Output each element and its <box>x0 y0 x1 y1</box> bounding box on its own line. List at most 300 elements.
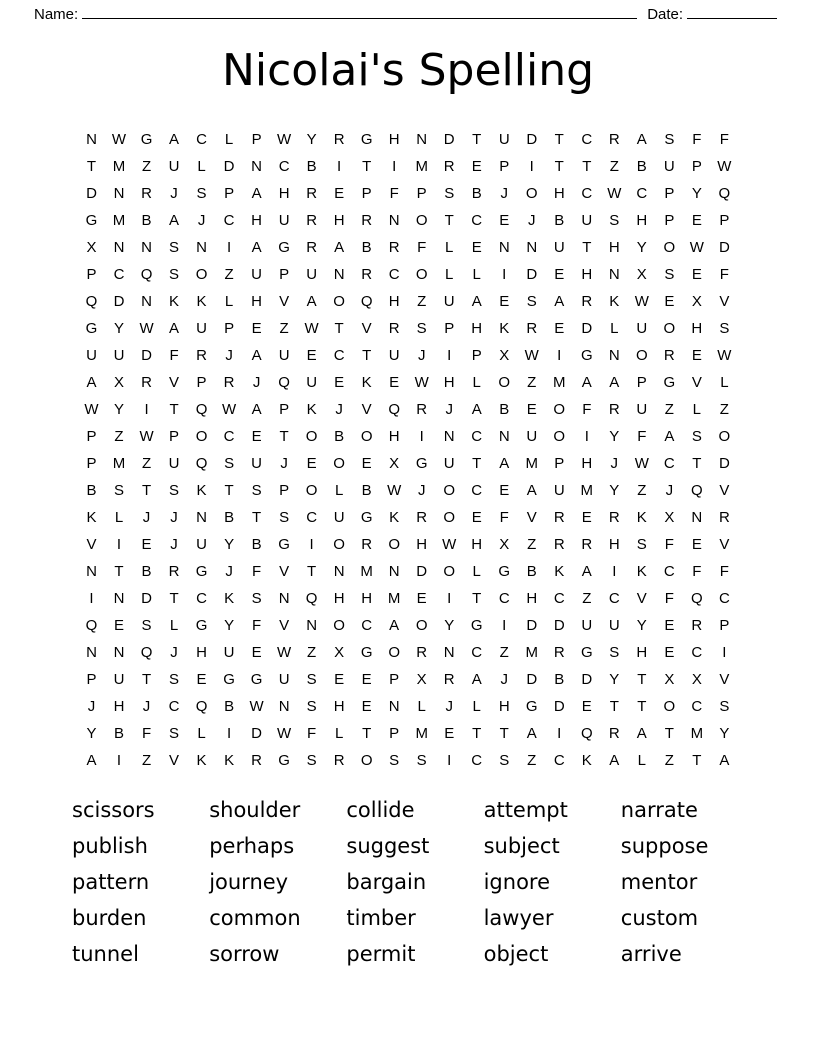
grid-cell[interactable]: O <box>360 428 373 445</box>
grid-cell[interactable]: C <box>718 590 730 607</box>
grid-cell[interactable]: E <box>114 617 125 634</box>
grid-cell[interactable]: T <box>692 455 702 472</box>
grid-cell[interactable]: A <box>636 725 647 742</box>
grid-cell[interactable]: T <box>86 158 97 175</box>
grid-cell[interactable]: A <box>526 725 537 742</box>
grid-cell[interactable]: W <box>689 239 704 256</box>
grid-cell[interactable]: G <box>250 671 263 688</box>
grid-cell[interactable]: T <box>114 563 124 580</box>
grid-cell[interactable]: N <box>498 239 510 256</box>
grid-cell[interactable]: I <box>309 536 314 553</box>
grid-cell[interactable]: T <box>637 671 647 688</box>
grid-cell[interactable]: S <box>169 482 180 499</box>
grid-cell[interactable]: L <box>472 563 481 580</box>
grid-cell[interactable]: S <box>251 482 262 499</box>
grid-cell[interactable]: U <box>553 482 565 499</box>
grid-cell[interactable]: P <box>224 320 235 337</box>
grid-cell[interactable]: I <box>502 617 507 634</box>
grid-cell[interactable]: B <box>224 698 235 715</box>
grid-cell[interactable]: N <box>141 239 152 256</box>
grid-cell[interactable]: V <box>719 536 730 553</box>
grid-cell[interactable]: O <box>305 428 318 445</box>
grid-cell[interactable]: D <box>526 617 538 634</box>
grid-cell[interactable]: C <box>223 428 235 445</box>
grid-cell[interactable]: F <box>692 131 702 148</box>
grid-cell[interactable]: K <box>389 509 400 526</box>
grid-cell[interactable]: J <box>87 698 96 715</box>
grid-cell[interactable]: O <box>388 644 400 661</box>
grid-cell[interactable]: E <box>581 698 592 715</box>
grid-cell[interactable]: J <box>528 212 536 229</box>
grid-cell[interactable]: I <box>419 428 424 445</box>
grid-cell[interactable]: H <box>443 374 455 391</box>
grid-cell[interactable]: I <box>447 590 452 607</box>
grid-cell[interactable]: P <box>279 401 290 418</box>
grid-cell[interactable]: L <box>417 698 426 715</box>
grid-cell[interactable]: R <box>443 158 455 175</box>
grid-cell[interactable]: S <box>416 320 427 337</box>
grid-cell[interactable]: B <box>114 725 125 742</box>
grid-cell[interactable]: C <box>471 212 483 229</box>
grid-cell[interactable]: N <box>113 185 125 202</box>
grid-cell[interactable]: K <box>224 752 235 769</box>
grid-cell[interactable]: G <box>663 374 676 391</box>
grid-cell[interactable]: G <box>470 617 483 634</box>
grid-cell[interactable]: R <box>553 509 565 526</box>
grid-cell[interactable]: T <box>554 131 564 148</box>
grid-cell[interactable]: G <box>140 131 153 148</box>
grid-cell[interactable]: Q <box>195 698 208 715</box>
grid-cell[interactable]: N <box>333 563 345 580</box>
grid-cell[interactable]: X <box>86 239 97 256</box>
grid-cell[interactable]: F <box>499 509 509 526</box>
grid-cell[interactable]: N <box>86 563 97 580</box>
grid-cell[interactable]: V <box>279 617 290 634</box>
grid-cell[interactable]: N <box>278 590 290 607</box>
grid-cell[interactable]: Q <box>691 482 703 499</box>
grid-cell[interactable]: N <box>113 590 125 607</box>
grid-cell[interactable]: Y <box>114 401 125 418</box>
grid-cell[interactable]: O <box>333 617 345 634</box>
grid-cell[interactable]: X <box>334 644 345 661</box>
grid-cell[interactable]: F <box>719 266 729 283</box>
grid-cell[interactable]: U <box>333 509 345 526</box>
grid-cell[interactable]: D <box>443 131 455 148</box>
grid-cell[interactable]: R <box>608 131 620 148</box>
grid-cell[interactable]: D <box>718 239 730 256</box>
grid-cell[interactable]: U <box>86 347 97 364</box>
grid-cell[interactable]: S <box>691 428 702 445</box>
grid-cell[interactable]: G <box>360 644 373 661</box>
grid-cell[interactable]: C <box>553 752 565 769</box>
grid-cell[interactable]: E <box>691 266 702 283</box>
grid-cell[interactable]: J <box>445 401 453 418</box>
grid-cell[interactable]: S <box>526 293 537 310</box>
grid-cell[interactable]: I <box>557 725 562 742</box>
grid-cell[interactable]: J <box>170 509 178 526</box>
grid-cell[interactable]: U <box>113 671 125 688</box>
grid-cell[interactable]: P <box>416 185 427 202</box>
grid-cell[interactable]: U <box>306 266 318 283</box>
grid-cell[interactable]: A <box>169 131 180 148</box>
grid-cell[interactable]: D <box>718 455 730 472</box>
grid-cell[interactable]: R <box>306 185 318 202</box>
grid-cell[interactable]: N <box>306 617 318 634</box>
grid-cell[interactable]: T <box>692 752 702 769</box>
grid-cell[interactable]: K <box>86 509 97 526</box>
grid-cell[interactable]: Y <box>224 617 235 634</box>
grid-cell[interactable]: L <box>334 482 344 499</box>
grid-cell[interactable]: T <box>499 725 509 742</box>
grid-cell[interactable]: O <box>443 509 456 526</box>
grid-cell[interactable]: E <box>664 293 675 310</box>
grid-cell[interactable]: N <box>608 347 620 364</box>
grid-cell[interactable]: P <box>499 158 510 175</box>
grid-cell[interactable]: H <box>498 698 510 715</box>
grid-cell[interactable]: U <box>663 158 675 175</box>
name-input-line[interactable] <box>82 6 637 19</box>
word-search-grid[interactable] <box>78 126 738 774</box>
grid-cell[interactable]: U <box>581 617 593 634</box>
grid-cell[interactable]: S <box>609 644 620 661</box>
grid-cell[interactable]: R <box>251 752 263 769</box>
grid-cell[interactable]: S <box>169 725 180 742</box>
grid-cell[interactable]: C <box>113 266 125 283</box>
grid-cell[interactable]: G <box>195 563 208 580</box>
grid-cell[interactable]: R <box>443 671 455 688</box>
grid-cell[interactable]: H <box>691 320 703 337</box>
grid-cell[interactable]: F <box>417 239 427 256</box>
grid-cell[interactable]: C <box>196 131 207 148</box>
grid-cell[interactable]: Q <box>360 293 373 310</box>
grid-cell[interactable]: A <box>86 752 97 769</box>
grid-cell[interactable]: B <box>251 536 262 553</box>
grid-cell[interactable]: R <box>306 212 318 229</box>
grid-cell[interactable]: H <box>581 455 593 472</box>
grid-cell[interactable]: R <box>361 266 373 283</box>
grid-cell[interactable]: F <box>664 536 674 553</box>
grid-cell[interactable]: P <box>691 158 702 175</box>
grid-cell[interactable]: Y <box>86 725 97 742</box>
grid-cell[interactable]: V <box>719 293 730 310</box>
grid-cell[interactable]: F <box>664 590 674 607</box>
grid-cell[interactable]: H <box>196 644 207 661</box>
grid-cell[interactable]: B <box>636 158 647 175</box>
grid-cell[interactable]: J <box>252 374 261 391</box>
grid-cell[interactable]: I <box>226 239 232 256</box>
grid-cell[interactable]: N <box>113 239 125 256</box>
grid-cell[interactable]: R <box>663 347 675 364</box>
grid-cell[interactable]: M <box>525 644 538 661</box>
grid-cell[interactable]: T <box>582 158 592 175</box>
grid-cell[interactable]: O <box>553 428 566 445</box>
grid-cell[interactable]: T <box>279 428 289 445</box>
grid-cell[interactable]: W <box>524 347 539 364</box>
grid-cell[interactable]: U <box>636 320 648 337</box>
grid-cell[interactable]: S <box>636 536 647 553</box>
grid-cell[interactable]: S <box>444 185 455 202</box>
grid-cell[interactable]: V <box>86 536 97 553</box>
grid-cell[interactable]: D <box>86 185 97 202</box>
grid-cell[interactable]: G <box>525 698 538 715</box>
grid-cell[interactable]: P <box>196 374 207 391</box>
grid-cell[interactable]: F <box>719 131 729 148</box>
grid-cell[interactable]: F <box>389 185 399 202</box>
grid-cell[interactable]: H <box>388 428 400 445</box>
grid-cell[interactable]: H <box>333 212 345 229</box>
grid-cell[interactable]: P <box>86 671 97 688</box>
grid-cell[interactable]: S <box>169 266 180 283</box>
grid-cell[interactable]: H <box>333 698 345 715</box>
grid-cell[interactable]: I <box>584 428 589 445</box>
grid-cell[interactable]: B <box>334 428 345 445</box>
grid-cell[interactable]: A <box>306 293 317 310</box>
grid-cell[interactable]: B <box>86 482 97 499</box>
grid-cell[interactable]: E <box>499 293 510 310</box>
grid-cell[interactable]: D <box>581 320 593 337</box>
grid-cell[interactable]: K <box>499 320 510 337</box>
grid-cell[interactable]: U <box>113 347 125 364</box>
grid-cell[interactable]: Z <box>141 455 152 472</box>
grid-cell[interactable]: Z <box>499 644 509 661</box>
grid-cell[interactable]: R <box>416 401 428 418</box>
grid-cell[interactable]: Y <box>636 617 647 634</box>
grid-cell[interactable]: A <box>719 752 730 769</box>
grid-cell[interactable]: A <box>664 428 675 445</box>
grid-cell[interactable]: C <box>691 698 703 715</box>
grid-cell[interactable]: E <box>471 158 482 175</box>
grid-cell[interactable]: J <box>445 698 453 715</box>
grid-cell[interactable]: K <box>224 590 235 607</box>
grid-cell[interactable]: R <box>608 401 620 418</box>
grid-cell[interactable]: N <box>113 644 125 661</box>
grid-cell[interactable]: L <box>197 158 206 175</box>
grid-cell[interactable]: Z <box>307 644 317 661</box>
grid-cell[interactable]: M <box>415 725 428 742</box>
grid-cell[interactable]: E <box>581 509 592 526</box>
grid-cell[interactable]: V <box>169 752 180 769</box>
grid-cell[interactable]: C <box>608 590 620 607</box>
grid-cell[interactable]: C <box>388 266 400 283</box>
grid-cell[interactable]: C <box>168 698 180 715</box>
grid-cell[interactable]: E <box>526 401 537 418</box>
grid-cell[interactable]: E <box>334 671 345 688</box>
grid-cell[interactable]: T <box>637 698 647 715</box>
grid-cell[interactable]: R <box>691 617 703 634</box>
grid-cell[interactable]: J <box>170 536 178 553</box>
grid-cell[interactable]: N <box>86 131 97 148</box>
grid-cell[interactable]: K <box>609 293 620 310</box>
grid-cell[interactable]: H <box>388 131 400 148</box>
grid-cell[interactable]: K <box>169 293 180 310</box>
grid-cell[interactable]: C <box>196 590 207 607</box>
grid-cell[interactable]: B <box>526 563 537 580</box>
grid-cell[interactable]: V <box>636 590 647 607</box>
grid-cell[interactable]: Z <box>719 401 729 418</box>
grid-cell[interactable]: P <box>719 212 730 229</box>
grid-cell[interactable]: O <box>415 617 428 634</box>
grid-cell[interactable]: H <box>608 536 620 553</box>
grid-cell[interactable]: S <box>196 185 207 202</box>
grid-cell[interactable]: B <box>554 212 565 229</box>
grid-cell[interactable]: U <box>251 266 263 283</box>
grid-cell[interactable]: A <box>86 374 97 391</box>
grid-cell[interactable]: U <box>306 374 318 391</box>
grid-cell[interactable]: E <box>251 644 262 661</box>
grid-cell[interactable]: L <box>445 239 454 256</box>
grid-cell[interactable]: P <box>554 455 565 472</box>
grid-cell[interactable]: S <box>306 698 317 715</box>
grid-cell[interactable]: K <box>196 482 207 499</box>
grid-cell[interactable]: D <box>141 347 152 364</box>
grid-cell[interactable]: Y <box>691 185 702 202</box>
grid-cell[interactable]: K <box>581 752 592 769</box>
grid-cell[interactable]: W <box>139 320 154 337</box>
grid-cell[interactable]: L <box>224 293 234 310</box>
grid-cell[interactable]: T <box>334 320 344 337</box>
grid-cell[interactable]: E <box>471 239 482 256</box>
grid-cell[interactable]: P <box>389 725 400 742</box>
grid-cell[interactable]: E <box>196 671 207 688</box>
grid-cell[interactable]: R <box>388 239 400 256</box>
grid-cell[interactable]: X <box>389 455 400 472</box>
grid-cell[interactable]: P <box>251 131 262 148</box>
grid-cell[interactable]: W <box>277 725 292 742</box>
grid-cell[interactable]: H <box>416 536 428 553</box>
grid-cell[interactable]: R <box>361 212 373 229</box>
grid-cell[interactable]: A <box>471 293 482 310</box>
grid-cell[interactable]: Z <box>417 293 427 310</box>
grid-cell[interactable]: X <box>499 536 510 553</box>
grid-cell[interactable]: R <box>141 185 152 202</box>
grid-cell[interactable]: O <box>663 239 676 256</box>
grid-cell[interactable]: N <box>526 239 538 256</box>
grid-cell[interactable]: V <box>719 671 730 688</box>
grid-cell[interactable]: I <box>226 725 232 742</box>
grid-cell[interactable]: U <box>553 239 565 256</box>
grid-cell[interactable]: T <box>169 401 179 418</box>
grid-cell[interactable]: G <box>498 563 511 580</box>
grid-cell[interactable]: P <box>279 482 290 499</box>
grid-cell[interactable]: P <box>86 266 97 283</box>
grid-cell[interactable]: S <box>664 266 675 283</box>
grid-cell[interactable]: K <box>196 752 207 769</box>
grid-cell[interactable]: L <box>637 752 646 769</box>
grid-cell[interactable]: P <box>86 428 97 445</box>
grid-cell[interactable]: E <box>361 455 372 472</box>
grid-cell[interactable]: K <box>636 509 647 526</box>
grid-cell[interactable]: C <box>333 347 345 364</box>
grid-cell[interactable]: V <box>719 482 730 499</box>
grid-cell[interactable]: A <box>609 374 620 391</box>
grid-cell[interactable]: F <box>582 401 592 418</box>
grid-cell[interactable]: U <box>278 212 290 229</box>
grid-cell[interactable]: I <box>529 158 534 175</box>
grid-cell[interactable]: T <box>362 347 372 364</box>
grid-cell[interactable]: W <box>139 428 154 445</box>
grid-cell[interactable]: C <box>471 482 483 499</box>
grid-cell[interactable]: A <box>581 374 592 391</box>
grid-cell[interactable]: R <box>608 509 620 526</box>
grid-cell[interactable]: M <box>553 374 566 391</box>
grid-cell[interactable]: Q <box>278 374 290 391</box>
grid-cell[interactable]: C <box>663 455 675 472</box>
grid-cell[interactable]: W <box>221 401 237 418</box>
grid-cell[interactable]: L <box>445 266 454 283</box>
grid-cell[interactable]: I <box>89 590 94 607</box>
grid-cell[interactable]: E <box>306 347 317 364</box>
grid-cell[interactable]: R <box>141 374 152 391</box>
grid-cell[interactable]: I <box>144 401 149 418</box>
grid-cell[interactable]: O <box>415 212 428 229</box>
grid-cell[interactable]: X <box>416 671 427 688</box>
grid-cell[interactable]: X <box>114 374 125 391</box>
grid-cell[interactable]: U <box>251 455 263 472</box>
grid-cell[interactable]: V <box>691 374 702 391</box>
grid-cell[interactable]: U <box>581 212 593 229</box>
grid-cell[interactable]: Y <box>444 617 455 634</box>
grid-cell[interactable]: U <box>196 320 207 337</box>
grid-cell[interactable]: M <box>690 725 704 742</box>
grid-cell[interactable]: P <box>636 374 647 391</box>
grid-cell[interactable]: O <box>553 401 566 418</box>
grid-cell[interactable]: U <box>196 536 207 553</box>
grid-cell[interactable]: S <box>664 131 675 148</box>
grid-cell[interactable]: O <box>525 185 538 202</box>
grid-cell[interactable]: D <box>416 563 428 580</box>
grid-cell[interactable]: D <box>581 671 593 688</box>
grid-cell[interactable]: U <box>388 347 400 364</box>
grid-cell[interactable]: N <box>498 428 510 445</box>
grid-cell[interactable]: S <box>169 239 180 256</box>
grid-cell[interactable]: P <box>361 185 372 202</box>
grid-cell[interactable]: H <box>636 212 648 229</box>
grid-cell[interactable]: O <box>443 482 456 499</box>
grid-cell[interactable]: T <box>472 590 482 607</box>
grid-cell[interactable]: P <box>444 320 455 337</box>
grid-cell[interactable]: E <box>141 536 152 553</box>
grid-cell[interactable]: L <box>472 266 481 283</box>
grid-cell[interactable]: V <box>279 563 290 580</box>
grid-cell[interactable]: O <box>663 698 676 715</box>
grid-cell[interactable]: A <box>471 401 482 418</box>
grid-cell[interactable]: N <box>388 212 400 229</box>
grid-cell[interactable]: M <box>112 158 126 175</box>
grid-cell[interactable]: I <box>722 644 727 661</box>
grid-cell[interactable]: E <box>691 347 702 364</box>
grid-cell[interactable]: H <box>553 185 565 202</box>
grid-cell[interactable]: Z <box>582 590 592 607</box>
grid-cell[interactable]: N <box>196 239 207 256</box>
grid-cell[interactable]: P <box>169 428 180 445</box>
grid-cell[interactable]: O <box>663 320 676 337</box>
grid-cell[interactable]: V <box>361 320 372 337</box>
grid-cell[interactable]: B <box>224 509 235 526</box>
grid-cell[interactable]: W <box>414 374 429 391</box>
grid-cell[interactable]: C <box>278 158 290 175</box>
grid-cell[interactable]: Q <box>580 725 593 742</box>
grid-cell[interactable]: O <box>635 347 648 364</box>
grid-cell[interactable]: D <box>526 266 538 283</box>
grid-cell[interactable]: G <box>195 617 208 634</box>
grid-cell[interactable]: C <box>471 752 483 769</box>
grid-cell[interactable]: R <box>553 536 565 553</box>
grid-cell[interactable]: S <box>719 320 730 337</box>
grid-cell[interactable]: Z <box>637 482 647 499</box>
grid-cell[interactable]: A <box>609 752 620 769</box>
grid-cell[interactable]: C <box>306 509 318 526</box>
grid-cell[interactable]: U <box>608 617 620 634</box>
